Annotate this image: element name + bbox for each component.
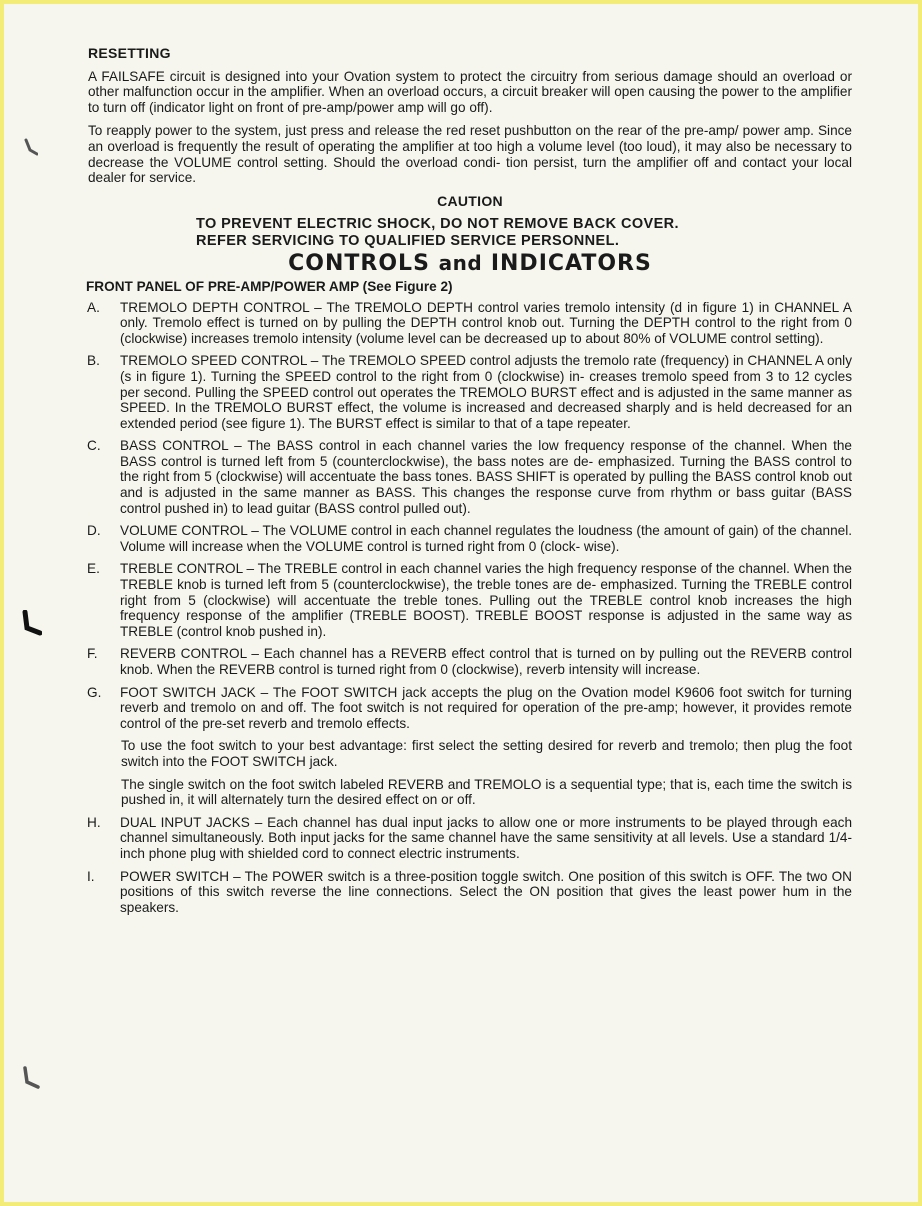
item-letter: H.	[87, 814, 101, 830]
item-letter: I.	[87, 868, 95, 884]
front-panel-subheading: FRONT PANEL OF PRE-AMP/POWER AMP (See Figure 2)	[86, 278, 453, 294]
item-letter: E.	[87, 561, 100, 577]
margin-mark-icon	[22, 610, 42, 636]
item-letter: F.	[87, 646, 98, 662]
manual-page	[88, 46, 852, 922]
list-item	[88, 523, 852, 554]
foot-switch-usage-paragraph: To use the foot switch to your best advantage: first select the setting desired for reverb and tremolo; then plug the foot switch into the FOOT SWITCH jack.	[121, 738, 852, 769]
item-text: TREMOLO DEPTH CONTROL – The TREMOLO DEPTH control varies tremolo intensity (d in figure 1) in CHANNEL A only. Tremolo effect is turned on by pulling the DEPTH control knob out. Turning the DEPTH control to the right from 0 (clockwise) increases tremolo intensity (volume level can be decreased up to about 80% of VOLUME control setting).	[120, 299, 852, 346]
item-letter: D.	[87, 523, 101, 539]
item-text: BASS CONTROL – The BASS control in each channel varies the low frequency response of the channel. When the BASS control is turned left from 5 (counterclockwise), the bass notes are de- emphasized. Turning the BASS control to the right from 5 (clockwise) will accentuate the bass tones. BASS SHIFT is operated by pulling the BASS control knob out and is adjusted in the same manner as BASS. This changes the response curve from rhythm or bass guitar (BASS control pushed in) to lead guitar (BASS control pulled out).	[120, 438, 852, 516]
resetting-heading: RESETTING	[88, 45, 171, 61]
margin-mark-icon	[22, 1066, 40, 1090]
item-text: POWER SWITCH – The POWER switch is a three-position toggle switch. One position of this switch is OFF. The two ON positions of this switch reverse the line connections. Select the ON position that gives the least power hum in the speakers.	[120, 868, 852, 915]
foot-switch-sequential-paragraph: The single switch on the foot switch labeled REVERB and TREMOLO is a sequential type; that is, each time the switch is pushed in, it will alternately turn the desired effect on or off.	[121, 776, 852, 808]
caution-line-2: REFER SERVICING TO QUALIFIED SERVICE PERSONNEL.	[196, 233, 620, 250]
item-text: TREMOLO SPEED CONTROL – The TREMOLO SPEED control adjusts the tremolo rate (frequency) in CHANNEL A only (s in figure 1). Turning the SPEED control to the right from 0 (clockwise) in- creases tremolo speed from 3 to 12 cycles per second. Pulling the SPEED control out operates the TREMOLO BURST effect and is adjusted in the same manner as SPEED. In the TREMOLO BURST effect, the volume is increased and decreased sharply and is held decreased for an extended period (see figure 1). The BURST effect is similar to that of a tape repeater.	[120, 353, 852, 431]
title-and: and	[438, 251, 483, 276]
caution-title: CAUTION	[437, 192, 503, 209]
title-controls: CONTROLS	[288, 251, 430, 277]
item-text: FOOT SWITCH JACK – The FOOT SWITCH jack accepts the plug on the Ovation model K9606 foot switch for turning reverb and tremolo on and off. The foot switch is not required for operation of the pre-amp; however, it provides remote control of the pre-set reverb and tremolo effects.	[120, 684, 852, 731]
caution-line-1: TO PREVENT ELECTRIC SHOCK, DO NOT REMOVE BACK COVER.	[196, 216, 679, 233]
list-item	[88, 685, 852, 732]
list-item	[88, 815, 852, 862]
list-item	[88, 353, 852, 431]
list-item	[88, 646, 852, 677]
list-item	[88, 300, 852, 347]
item-text: DUAL INPUT JACKS – Each channel has dual input jacks to allow one or more instruments to be played through each channel simultaneously. Both input jacks for the same channel have the same sensitivity at all levels. Use a standard 1/4-inch phone plug with shielded cord to connect electric instruments.	[120, 814, 852, 861]
item-letter: B.	[87, 353, 100, 369]
controls-indicators-title	[88, 251, 852, 277]
title-indicators: INDICATORS	[490, 251, 652, 277]
item-text: VOLUME CONTROL – The VOLUME control in each channel regulates the loudness (the amount of gain) of the channel. Volume will increase when the VOLUME control is turned right from 0 (clock- wise).	[120, 523, 852, 554]
item-text: TREBLE CONTROL – The TREBLE control in each channel varies the high frequency response of the channel. When the TREBLE knob is turned left from 5 (counterclockwise), the treble tones are de- emphasized. Turning the TREBLE control right from 5 (clockwise) will accentuate the treble tones. Pulling out the TREBLE control knob increases the high frequency response of the amplifier (TREBLE BOOST). TREBLE BOOST response is adjusted in the same way as TREBLE (control knob pushed in).	[120, 561, 852, 639]
caution-warning	[196, 216, 852, 250]
margin-mark-icon	[24, 138, 38, 160]
list-item	[88, 561, 852, 639]
resetting-paragraph-2: To reapply power to the system, just press and release the red reset pushbutton on the rear of the pre-amp/ power amp. Since an overload is frequently the result of operating the amplifier at too high a volume level (too loud), it may also be necessary to decrease the VOLUME control setting. Should the overload condi- tion persist, turn the amplifier off and contact your local dealer for service.	[88, 123, 852, 186]
list-item	[88, 869, 852, 916]
list-item	[88, 438, 852, 516]
resetting-paragraph-1: A FAILSAFE circuit is designed into your Ovation system to protect the circuitry from serious damage should an overload or other malfunction occur in the amplifier. When an overload occurs, a circuit breaker will open causing the power to the amplifier to turn off (indicator light on front of pre-amp/power amp will go off).	[88, 68, 852, 115]
item-text: REVERB CONTROL – Each channel has a REVERB effect control that is turned on by pulling out the REVERB control knob. When the REVERB control is turned right from 0 (clockwise), reverb intensity will increase.	[120, 646, 852, 677]
item-letter: G.	[87, 684, 102, 700]
item-letter: C.	[87, 438, 101, 454]
item-letter: A.	[87, 299, 100, 315]
